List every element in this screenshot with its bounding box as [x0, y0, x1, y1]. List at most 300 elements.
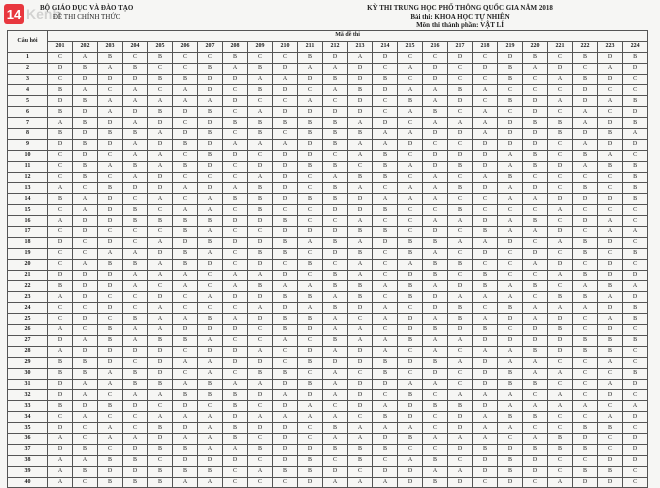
answer-cell: C: [448, 63, 473, 74]
answer-cell: D: [273, 401, 298, 412]
answer-cell: B: [298, 379, 323, 390]
answer-cell: C: [273, 357, 298, 368]
answer-cell: A: [423, 85, 448, 96]
answer-cell: B: [73, 96, 98, 107]
answer-cell: D: [348, 390, 373, 401]
answer-cell: D: [223, 292, 248, 303]
answer-cell: A: [523, 368, 548, 379]
answer-cell: A: [398, 379, 423, 390]
answer-cell: B: [423, 270, 448, 281]
answer-cell: D: [598, 194, 623, 205]
answer-cell: A: [373, 314, 398, 325]
answer-cell: C: [248, 477, 273, 488]
table-row: [8, 433, 648, 444]
table-row: [8, 466, 648, 477]
answer-cell: C: [248, 401, 273, 412]
answer-cell: B: [48, 368, 73, 379]
answer-cell: A: [623, 401, 648, 412]
answer-cell: B: [73, 139, 98, 150]
answer-cell: D: [48, 444, 73, 455]
answer-cell: C: [373, 259, 398, 270]
answer-cell: C: [473, 259, 498, 270]
answer-cell: B: [223, 194, 248, 205]
answer-cell: C: [248, 433, 273, 444]
answer-cell: C: [298, 85, 323, 96]
answer-cell: B: [173, 444, 198, 455]
answer-cell: A: [148, 412, 173, 423]
answer-cell: D: [98, 270, 123, 281]
answer-cell: C: [173, 172, 198, 183]
answer-cell: B: [298, 292, 323, 303]
answer-cell: D: [498, 118, 523, 129]
answer-cell: A: [423, 466, 448, 477]
answer-cell: D: [273, 150, 298, 161]
answer-cell: B: [123, 129, 148, 140]
answer-cell: B: [598, 129, 623, 140]
answer-cell: B: [148, 379, 173, 390]
answer-cell: A: [598, 63, 623, 74]
answer-cell: B: [223, 433, 248, 444]
answer-cell: A: [448, 118, 473, 129]
answer-cell: C: [348, 466, 373, 477]
answer-cell: B: [523, 118, 548, 129]
answer-cell: C: [473, 74, 498, 85]
answer-cell: D: [473, 401, 498, 412]
answer-cell: A: [123, 270, 148, 281]
answer-cell: A: [248, 466, 273, 477]
answer-cell: B: [448, 259, 473, 270]
answer-cell: B: [398, 96, 423, 107]
answer-cell: A: [348, 118, 373, 129]
table-row: [8, 194, 648, 205]
answer-cell: D: [323, 205, 348, 216]
answer-cell: A: [123, 390, 148, 401]
answer-cell: D: [573, 216, 598, 227]
answer-cell: D: [348, 346, 373, 357]
answer-cell: C: [473, 205, 498, 216]
kenh14-logo: 14: [4, 4, 24, 24]
answer-cell: C: [398, 303, 423, 314]
answer-cell: D: [348, 74, 373, 85]
answer-cell: B: [523, 444, 548, 455]
answer-cell: D: [123, 183, 148, 194]
answer-cell: B: [573, 150, 598, 161]
answer-cell: C: [298, 423, 323, 434]
answer-cell: C: [498, 259, 523, 270]
answer-cell: B: [198, 107, 223, 118]
answer-cell: B: [273, 216, 298, 227]
answer-cell: B: [123, 455, 148, 466]
answer-cell: C: [573, 63, 598, 74]
question-number: 27: [8, 335, 48, 346]
answer-cell: C: [173, 194, 198, 205]
answer-cell: C: [48, 248, 73, 259]
answer-cell: C: [448, 346, 473, 357]
answer-cell: C: [73, 433, 98, 444]
question-number: 31: [8, 379, 48, 390]
answer-cell: C: [123, 227, 148, 238]
answer-cell: D: [373, 237, 398, 248]
answer-cell: C: [548, 139, 573, 150]
table-row: [8, 477, 648, 488]
answer-cell: D: [398, 270, 423, 281]
answer-cell: D: [198, 259, 223, 270]
answer-cell: D: [373, 433, 398, 444]
answer-cell: D: [148, 139, 173, 150]
answer-cell: C: [248, 455, 273, 466]
answer-cell: A: [273, 281, 298, 292]
answer-cell: D: [73, 401, 98, 412]
answer-cell: C: [148, 85, 173, 96]
question-number: 9: [8, 139, 48, 150]
answer-cell: C: [198, 172, 223, 183]
answer-cell: C: [198, 281, 223, 292]
answer-cell: D: [98, 237, 123, 248]
table-row: [8, 390, 648, 401]
answer-cell: D: [623, 270, 648, 281]
answer-cell: B: [273, 237, 298, 248]
answer-cell: C: [423, 205, 448, 216]
answer-cell: D: [73, 129, 98, 140]
answer-cell: C: [423, 423, 448, 434]
answer-cell: A: [348, 259, 373, 270]
answer-cell: A: [423, 281, 448, 292]
answer-cell: C: [448, 248, 473, 259]
table-row: [8, 129, 648, 140]
answer-cell: A: [348, 216, 373, 227]
answer-cell: C: [523, 270, 548, 281]
table-row: [8, 314, 648, 325]
answer-cell: B: [198, 314, 223, 325]
answer-cell: D: [523, 129, 548, 140]
table-row: [8, 118, 648, 129]
answer-cell: D: [598, 455, 623, 466]
answer-cell: B: [423, 325, 448, 336]
answer-cell: A: [123, 85, 148, 96]
answer-cell: A: [198, 248, 223, 259]
exam-code-cell: 224: [623, 41, 648, 52]
answer-cell: D: [98, 281, 123, 292]
answer-cell: D: [248, 292, 273, 303]
answer-cell: D: [173, 237, 198, 248]
answer-cell: C: [598, 107, 623, 118]
answer-cell: A: [48, 216, 73, 227]
answer-cell: B: [548, 433, 573, 444]
question-number: 20: [8, 259, 48, 270]
answer-cell: A: [148, 270, 173, 281]
question-number: 8: [8, 129, 48, 140]
answer-cell: A: [48, 346, 73, 357]
answer-cell: D: [123, 444, 148, 455]
answer-cell: B: [623, 314, 648, 325]
answer-cell: D: [248, 314, 273, 325]
answer-cell: B: [398, 237, 423, 248]
answer-cell: A: [523, 63, 548, 74]
answer-cell: C: [573, 172, 598, 183]
answer-cell: A: [523, 194, 548, 205]
answer-cell: A: [373, 129, 398, 140]
answer-key-table: [7, 30, 648, 488]
answer-cell: B: [448, 161, 473, 172]
answer-cell: B: [173, 466, 198, 477]
answer-cell: D: [473, 183, 498, 194]
answer-cell: A: [248, 412, 273, 423]
answer-cell: D: [323, 357, 348, 368]
answer-cell: B: [373, 357, 398, 368]
answer-cell: B: [373, 412, 398, 423]
answer-cell: C: [423, 52, 448, 63]
answer-cell: D: [573, 85, 598, 96]
answer-cell: B: [523, 161, 548, 172]
answer-cell: C: [223, 85, 248, 96]
answer-cell: B: [73, 466, 98, 477]
answer-cell: C: [548, 357, 573, 368]
answer-cell: C: [223, 335, 248, 346]
answer-cell: C: [548, 85, 573, 96]
answer-cell: B: [523, 52, 548, 63]
answer-cell: D: [398, 412, 423, 423]
answer-cell: B: [323, 270, 348, 281]
answer-cell: D: [123, 401, 148, 412]
answer-cell: A: [48, 292, 73, 303]
answer-cell: B: [98, 259, 123, 270]
table-row: [8, 172, 648, 183]
answer-cell: A: [598, 379, 623, 390]
answer-cell: B: [323, 303, 348, 314]
answer-cell: C: [298, 205, 323, 216]
answer-cell: A: [398, 107, 423, 118]
answer-cell: D: [448, 281, 473, 292]
answer-cell: B: [473, 325, 498, 336]
answer-cell: C: [548, 248, 573, 259]
answer-cell: A: [173, 281, 198, 292]
answer-cell: D: [48, 96, 73, 107]
answer-cell: D: [348, 379, 373, 390]
answer-cell: A: [98, 433, 123, 444]
answer-cell: A: [598, 150, 623, 161]
answer-cell: A: [198, 412, 223, 423]
answer-cell: A: [273, 139, 298, 150]
answer-cell: C: [98, 85, 123, 96]
answer-cell: D: [473, 455, 498, 466]
answer-cell: A: [348, 477, 373, 488]
answer-cell: A: [148, 161, 173, 172]
answer-cell: D: [573, 477, 598, 488]
answer-cell: D: [273, 85, 298, 96]
answer-cell: C: [373, 216, 398, 227]
answer-cell: D: [423, 303, 448, 314]
answer-cell: C: [173, 52, 198, 63]
answer-cell: B: [123, 205, 148, 216]
answer-cell: C: [173, 118, 198, 129]
answer-cell: D: [473, 335, 498, 346]
answer-cell: B: [523, 281, 548, 292]
answer-cell: A: [473, 292, 498, 303]
answer-cell: C: [598, 172, 623, 183]
answer-cell: D: [223, 346, 248, 357]
answer-cell: C: [498, 205, 523, 216]
answer-cell: C: [123, 52, 148, 63]
answer-cell: C: [423, 444, 448, 455]
answer-cell: A: [573, 401, 598, 412]
answer-cell: A: [323, 368, 348, 379]
answer-cell: B: [298, 52, 323, 63]
answer-cell: D: [348, 205, 373, 216]
answer-cell: A: [423, 314, 448, 325]
answer-cell: D: [173, 423, 198, 434]
answer-cell: A: [323, 85, 348, 96]
answer-cell: D: [623, 412, 648, 423]
exam-code-cell: 214: [373, 41, 398, 52]
question-number: 1: [8, 52, 48, 63]
answer-cell: D: [273, 161, 298, 172]
answer-cell: D: [248, 390, 273, 401]
answer-cell: B: [498, 466, 523, 477]
answer-cell: B: [348, 455, 373, 466]
answer-cell: D: [448, 150, 473, 161]
answer-cell: B: [248, 118, 273, 129]
answer-cell: C: [398, 368, 423, 379]
answer-cell: B: [598, 161, 623, 172]
answer-cell: A: [48, 477, 73, 488]
answer-cell: A: [498, 401, 523, 412]
answer-cell: A: [73, 412, 98, 423]
answer-cell: D: [623, 444, 648, 455]
answer-cell: C: [373, 248, 398, 259]
answer-cell: C: [548, 52, 573, 63]
answer-cell: D: [273, 172, 298, 183]
answer-cell: B: [298, 466, 323, 477]
answer-cell: D: [298, 107, 323, 118]
answer-cell: A: [73, 455, 98, 466]
answer-cell: D: [423, 63, 448, 74]
answer-cell: B: [73, 161, 98, 172]
answer-cell: A: [248, 107, 273, 118]
answer-cell: D: [448, 96, 473, 107]
answer-cell: D: [598, 259, 623, 270]
answer-cell: B: [273, 368, 298, 379]
answer-cell: D: [448, 444, 473, 455]
table-row: [8, 259, 648, 270]
answer-cell: D: [273, 433, 298, 444]
answer-cell: B: [348, 172, 373, 183]
exam-code-cell: 208: [223, 41, 248, 52]
answer-cell: C: [148, 401, 173, 412]
answer-cell: B: [323, 139, 348, 150]
answer-cell: D: [248, 216, 273, 227]
answer-cell: D: [523, 325, 548, 336]
answer-cell: B: [373, 444, 398, 455]
answer-cell: A: [323, 390, 348, 401]
answer-cell: B: [73, 118, 98, 129]
answer-cell: A: [598, 227, 623, 238]
answer-cell: B: [598, 335, 623, 346]
answer-cell: A: [348, 335, 373, 346]
answer-cell: C: [548, 150, 573, 161]
answer-cell: A: [98, 368, 123, 379]
exam-code-cell: 202: [73, 41, 98, 52]
answer-cell: A: [498, 161, 523, 172]
answer-cell: A: [273, 412, 298, 423]
answer-cell: A: [473, 129, 498, 140]
answer-cell: A: [623, 281, 648, 292]
answer-cell: D: [548, 346, 573, 357]
answer-cell: C: [398, 74, 423, 85]
answer-cell: A: [323, 346, 348, 357]
question-number: 29: [8, 357, 48, 368]
answer-cell: B: [398, 335, 423, 346]
answer-cell: B: [48, 85, 73, 96]
answer-cell: A: [498, 194, 523, 205]
answer-cell: D: [273, 379, 298, 390]
table-row: [8, 74, 648, 85]
answer-cell: C: [448, 379, 473, 390]
answer-cell: A: [573, 139, 598, 150]
table-row: [8, 368, 648, 379]
answer-cell: C: [598, 444, 623, 455]
answer-cell: B: [173, 216, 198, 227]
answer-cell: C: [273, 346, 298, 357]
answer-rows: [8, 52, 648, 488]
answer-cell: D: [523, 248, 548, 259]
answer-cell: A: [323, 412, 348, 423]
answer-cell: A: [398, 85, 423, 96]
answer-cell: B: [623, 172, 648, 183]
answer-cell: C: [423, 412, 448, 423]
answer-cell: A: [373, 346, 398, 357]
answer-cell: A: [448, 390, 473, 401]
answer-cell: C: [573, 368, 598, 379]
answer-cell: A: [323, 477, 348, 488]
answer-cell: D: [98, 118, 123, 129]
answer-cell: C: [223, 227, 248, 238]
answer-cell: C: [273, 129, 298, 140]
answer-cell: B: [223, 401, 248, 412]
answer-cell: C: [173, 303, 198, 314]
answer-cell: B: [123, 314, 148, 325]
answer-cell: B: [323, 444, 348, 455]
answer-cell: A: [373, 194, 398, 205]
answer-cell: C: [498, 270, 523, 281]
answer-cell: C: [98, 150, 123, 161]
answer-cell: A: [348, 237, 373, 248]
answer-cell: A: [323, 63, 348, 74]
table-row: [8, 303, 648, 314]
answer-cell: A: [298, 401, 323, 412]
answer-cell: C: [623, 346, 648, 357]
answer-cell: C: [123, 303, 148, 314]
question-number: 23: [8, 292, 48, 303]
table-row: [8, 183, 648, 194]
answer-cell: C: [298, 216, 323, 227]
answer-cell: C: [48, 150, 73, 161]
answer-cell: A: [473, 433, 498, 444]
exam-code-cell: 212: [323, 41, 348, 52]
table-row: [8, 248, 648, 259]
answer-cell: D: [598, 139, 623, 150]
answer-cell: A: [298, 281, 323, 292]
answer-cell: A: [173, 270, 198, 281]
answer-cell: C: [73, 325, 98, 336]
answer-cell: C: [573, 259, 598, 270]
answer-cell: A: [98, 248, 123, 259]
answer-cell: D: [448, 52, 473, 63]
answer-cell: D: [73, 281, 98, 292]
question-number: 16: [8, 216, 48, 227]
answer-cell: B: [273, 325, 298, 336]
exam-code-cell: 221: [548, 41, 573, 52]
answer-cell: D: [473, 248, 498, 259]
